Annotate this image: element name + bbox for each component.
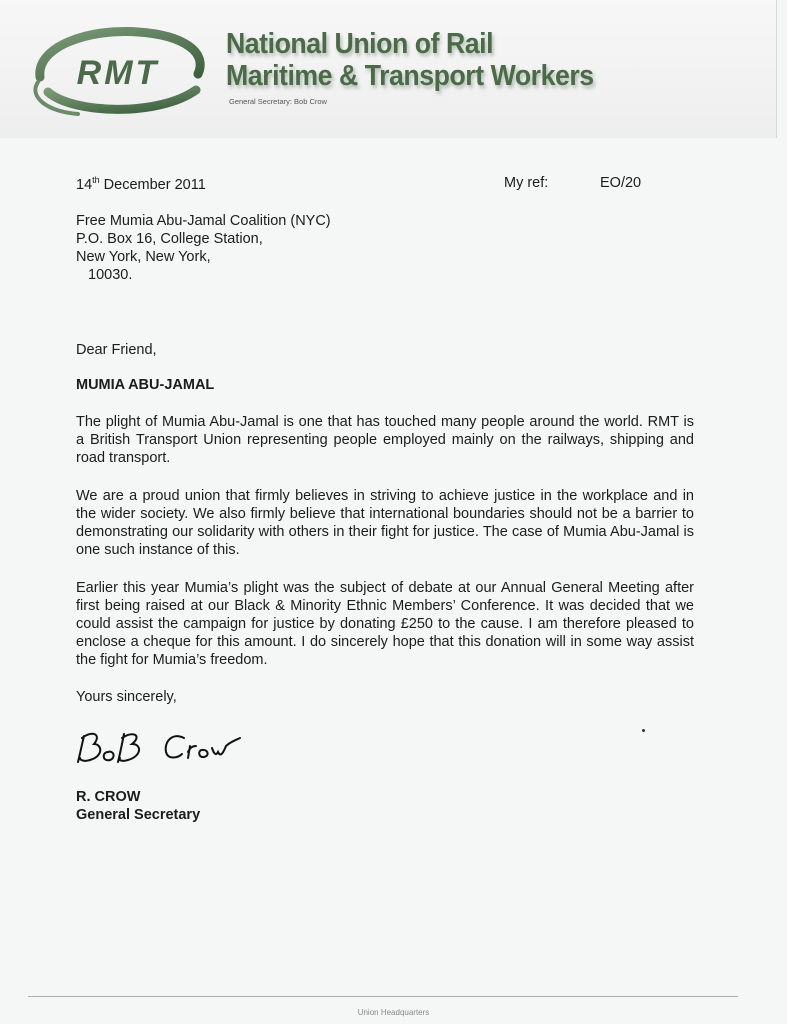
paragraph: The plight of Mumia Abu-Jamal is one that has touched many people around the world. RMT is a British Transport Union representing people employed mainly on the railways, shipping and road transport. <box>76 414 694 466</box>
letter-date <box>76 176 206 194</box>
date-suffix: th <box>92 175 100 185</box>
date-rest: December 2011 <box>99 177 206 193</box>
org-name-line-2: Maritime & Transport Workers <box>226 60 594 92</box>
ref-label: My ref: <box>504 175 549 191</box>
handwritten-signature <box>72 722 252 770</box>
ink-speck <box>642 729 645 732</box>
footer-divider <box>28 996 738 997</box>
org-name-line-1: National Union of Rail <box>226 28 494 60</box>
closing: Yours sincerely, <box>76 689 177 705</box>
address-line: New York, New York, <box>76 249 211 265</box>
paragraph: Earlier this year Mumia’s plight was the subject of debate at our Annual General Meeting after first being raised at our Black & Minority Ethnic Members’ Conference. It was decided that we could assist the campaign for justice by donating £250 to the cause. I am therefore pleased to enclose a cheque for this amount. I do sincerely hope that this donation will in some way assist the fight for Mumia’s freedom. <box>76 580 694 668</box>
general-secretary-caption: General Secretary: Bob Crow <box>229 97 327 106</box>
recipient-address <box>76 212 331 284</box>
address-line: Free Mumia Abu-Jamal Coalition (NYC) <box>76 213 331 229</box>
signer-title: General Secretary <box>76 807 201 823</box>
ref-value: EO/20 <box>600 175 642 191</box>
salutation: Dear Friend, <box>76 342 157 358</box>
signer-name: R. CROW <box>76 789 141 805</box>
date-day: 14 <box>76 177 93 193</box>
subject-line: MUMIA ABU-JAMAL <box>76 377 215 393</box>
address-line: P.O. Box 16, College Station, <box>76 231 263 247</box>
footer-caption: Union Headquarters <box>357 1008 430 1017</box>
address-line: 10030. <box>88 267 133 283</box>
logo-text: RMT <box>76 54 160 92</box>
paragraph: We are a proud union that firmly believes in striving to achieve justice in the workplace and in the wider society. We also firmly believe that international boundaries should not be a barrier to demonstrating our solidarity with others in their fight for justice. The case of Mumia Abu-Jamal is one such instance of this. <box>76 488 694 558</box>
